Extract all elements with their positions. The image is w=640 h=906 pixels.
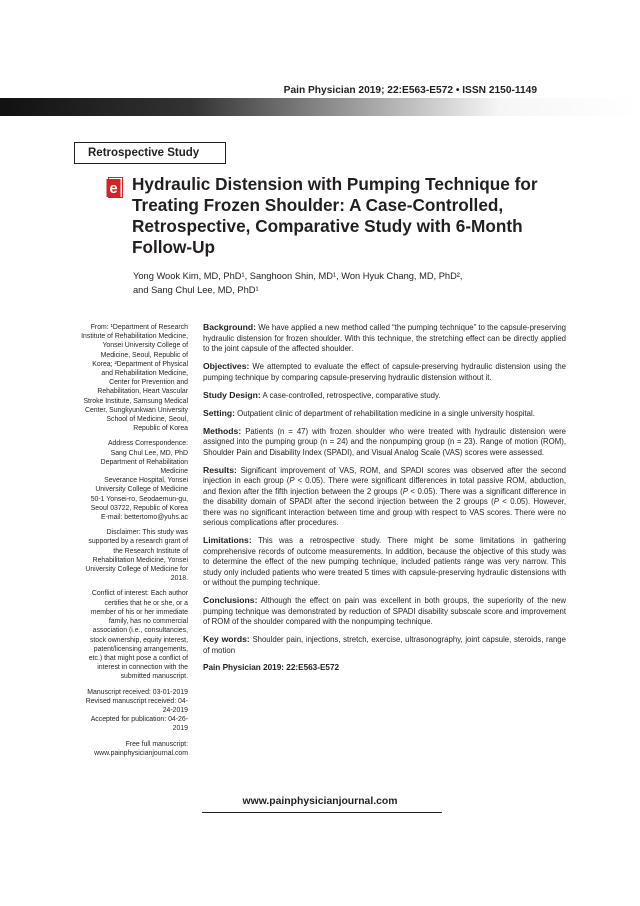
footer-url[interactable]: www.painphysicianjournal.com xyxy=(242,796,398,807)
p-value-symbol: P xyxy=(402,486,408,496)
study-design-text: A case-controlled, retrospective, comparative study. xyxy=(262,390,441,400)
author-line: and Sang Chul Lee, MD, PhD¹ xyxy=(133,285,259,295)
methods-label: Methods: xyxy=(203,425,242,436)
limitations-text: This was a retrospective study. There might be some limitations in gathering comprehensive records of outcome measurements. In addition, because the objective of this study was to determine the effect of the new pumping technique, included patients range was very narrow. This study only included patients who were treated 5 times with capsule-preserving hydraulic distensions with or without the pumping technique. xyxy=(203,536,566,587)
objectives-text: We attempted to evaluate the effect of capsule-preserving hydraulic distension using the pumping technique by comparing capsule-preserving hydraulic distension without it. xyxy=(203,362,566,382)
background-section xyxy=(203,322,566,355)
methods-text: Patients (n = 47) with frozen shoulder who were treated with hydraulic distension were assigned into the pumping group (n = 24) and the nonpumping group (n = 23). Range of motion (ROM), Shoulder Pain and Disability Index (SPADI), and Visual Analog Scale (VAS) scores were assessed. xyxy=(203,426,566,457)
author-list xyxy=(133,269,563,297)
abstract xyxy=(203,322,566,680)
citation: Pain Physician 2019: 22:E563-E572 xyxy=(203,662,340,672)
study-design-section xyxy=(203,390,566,402)
results-section xyxy=(203,465,566,529)
limitations-section xyxy=(203,535,566,589)
limitations-label: Limitations: xyxy=(203,535,252,545)
conclusions-section xyxy=(203,595,566,628)
study-type-box: Retrospective Study xyxy=(74,142,226,164)
footer-divider xyxy=(202,812,442,813)
objectives-section xyxy=(203,361,566,383)
methods-section xyxy=(203,426,566,459)
keywords-label: Key words: xyxy=(203,634,250,644)
article-info-sidebar xyxy=(80,323,188,764)
keywords-text: Shoulder pain, injections, stretch, exercise, ultrasonography, joint capsule, steroids, range of motion xyxy=(203,635,566,655)
disclaimer: Disclaimer: This study was supported by a research grant of the Research Institute of Rehabilitation Medicine, Yonsei University College of Medicine for 2018. xyxy=(85,529,188,583)
author-line: Yong Wook Kim, MD, PhD¹, Sanghoon Shin, MD¹, Won Hyuk Chang, MD, PhD², xyxy=(133,271,463,281)
journal-reference: Pain Physician 2019; 22:E563-E572 • ISSN 2150-1149 xyxy=(283,85,537,96)
affiliations: From: ¹Department of Research Institute of Rehabilitation Medicine, Yonsei University College of Medicine, Seoul, Republic of Korea; ²Department of Physical and Rehabilitation Medicine, Center for Prevention and Rehabilitation, Heart Vascular Stroke Institute, Samsung Medical Center, Sungkyunkwan University School of Medicine, Seoul, Republic of Korea xyxy=(81,324,188,433)
badge-letter: e xyxy=(109,180,118,197)
header-gradient-bar xyxy=(0,98,640,116)
results-label: Results: xyxy=(203,464,237,475)
results-text: < 0.05). There was a significant difference in the disability domain of SPADI after the second injection between the 2 groups ( xyxy=(203,486,566,506)
objectives-label: Objectives: xyxy=(203,361,250,371)
keywords-section xyxy=(203,634,566,656)
free-full-manuscript: Free full manuscript: www.painphysicianjournal.com xyxy=(94,740,188,757)
setting-text: Outpatient clinic of department of rehabilitation medicine in a single university hospital. xyxy=(237,408,535,418)
electronic-publication-icon xyxy=(106,177,123,198)
p-value-symbol: P xyxy=(493,497,499,506)
background-label: Background: xyxy=(203,322,256,332)
setting-section xyxy=(203,408,566,420)
results-text: < 0.05). There were significant differences in total passive ROM, abduction, and flexion after the fifth injection between the 2 groups ( xyxy=(203,476,566,496)
conflict-of-interest: Conflict of interest: Each author certifies that he or she, or a member of his or her immediate family, has no commercial association (i.e., consultancies, stock ownership, equity interest, patent/licensing arrangements, etc.) that might pose a conflict of interest in connection with the submitted manuscript. xyxy=(88,590,188,681)
correspondence-address: Address Correspondence: Sang Chul Lee, MD, PhD Department of Rehabilitation Medicine Severance Hospital, Yonsei University College of Medicine 50-1 Yonsei-ro, Seodaemun-gu, Seoul 03722, Republic of Korea E-mail: bettertomo@yuhs.ac xyxy=(90,440,188,522)
article-title: Hydraulic Distension with Pumping Technique for Treating Frozen Shoulder: A Case-Controlled, Retrospective, Comparative Study with 6-Month Follow-Up xyxy=(132,174,538,257)
conclusions-label: Conclusions: xyxy=(203,595,258,605)
manuscript-dates: Manuscript received: 03-01-2019 Revised manuscript received: 04-24-2019 Accepted for publication: 04-26-2019 xyxy=(85,688,188,733)
background-text: We have applied a new method called “the pumping technique” to the capsule-preserving hydraulic distension for frozen shoulder. With this technique, the stretching effect can be directly applied to the joint capsule of the affected shoulder. xyxy=(203,323,566,353)
results-text: < 0.05). However, there was no significant interaction between time and group with respect to VAS scores. There were no serious complications after procedures. xyxy=(203,497,567,527)
conclusions-text: Although the effect on pain was excellent in both groups, the superiority of the new pumping technique was demonstrated by reduction of SPADI disability subscale score and improvement of ROM of the shoulder compared with the nonpumping technique. xyxy=(203,596,566,626)
p-value-symbol: P xyxy=(289,476,295,485)
study-design-label: Study Design: xyxy=(203,389,261,400)
setting-label: Setting: xyxy=(203,407,235,418)
results-text: Significant improvement of VAS, ROM, and SPADI scores was observed after the second injection in each group ( xyxy=(203,465,566,485)
